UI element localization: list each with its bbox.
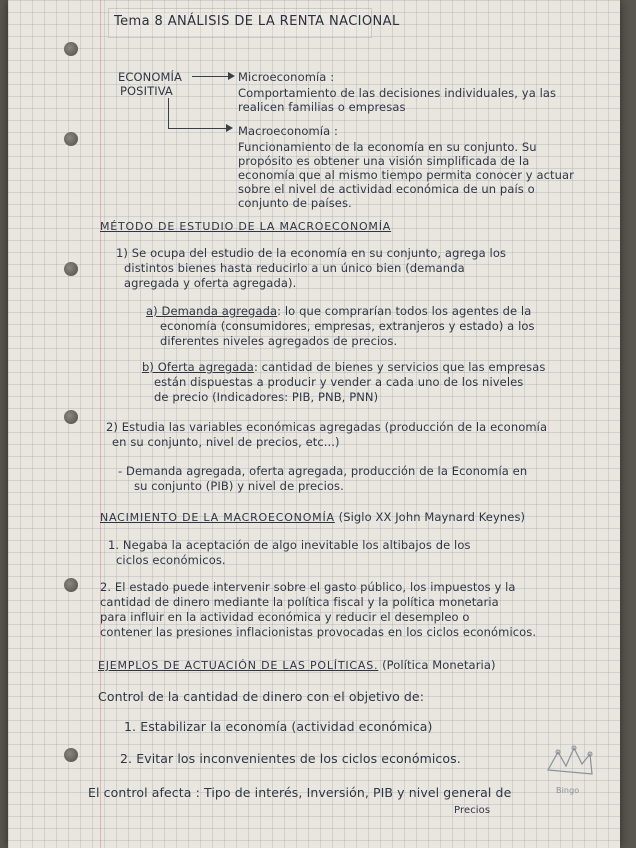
examples-heading: EJEMPLOS DE ACTUACIÓN DE LAS POLÍTICAS. <box>98 659 379 672</box>
demand-label: a) Demanda agregada <box>146 304 278 318</box>
section-heading-method: MÉTODO DE ESTUDIO DE LA MACROECONOMÍA <box>100 220 392 233</box>
binder-hole <box>64 42 78 56</box>
section-heading-birth <box>100 510 525 525</box>
supply-label: b) Oferta agregada <box>142 360 254 374</box>
macro-desc-line: propósito es obtener una visión simplificada de la <box>238 154 530 168</box>
diagram-root-line-1: ECONOMÍA <box>118 70 182 84</box>
margin-line <box>100 0 101 848</box>
page-title: Tema 8 ANÁLISIS DE LA RENTA NACIONAL <box>114 14 400 29</box>
section1-p1-line: agregada y oferta agregada). <box>124 276 297 290</box>
notebook-page <box>8 0 620 848</box>
section2-p2-line: cantidad de dinero mediante la política fiscal y la política monetaria <box>100 595 499 609</box>
arrow-macro-head <box>226 124 233 132</box>
examples-heading-suffix: (Política Monetaria) <box>382 658 496 672</box>
section1-p2-line: 2) Estudia las variables económicas agregadas (producción de la economía <box>106 420 548 434</box>
micro-desc-line: Comportamiento de las decisiones individuales, ya las <box>238 86 557 100</box>
macro-title: Macroeconomía : <box>238 124 339 138</box>
section2-p2-line: para influir en la actividad económica y reducir el desempleo o <box>100 610 470 624</box>
binder-hole <box>64 578 78 592</box>
macro-desc-line: conjunto de países. <box>238 196 352 210</box>
supply-desc-line: de precio (Indicadores: PIB, PNB, PNN) <box>154 390 379 404</box>
examples-item: 1. Estabilizar la economía (actividad económica) <box>124 719 433 734</box>
section1-p1-line: distintos bienes hasta reducirlo a un único bien (demanda <box>124 261 465 275</box>
supply-desc-line: están dispuestas a producir y vender a cada uno de los niveles <box>154 375 524 389</box>
section-heading-examples <box>98 658 496 673</box>
binder-hole <box>64 132 78 146</box>
demand-desc-line: diferentes niveles agregados de precios. <box>160 334 398 348</box>
macro-desc-line: sobre el nivel de actividad económica de un país o <box>238 182 535 196</box>
examples-item: 2. Evitar los inconvenientes de los ciclos económicos. <box>120 751 461 766</box>
binder-hole <box>64 262 78 276</box>
micro-desc-line: realicen familias o empresas <box>238 100 406 114</box>
birth-heading-suffix: (Siglo XX John Maynard Keynes) <box>338 510 526 524</box>
arrow-micro-head <box>228 72 235 80</box>
macro-desc-line: economía que al mismo tiempo permita conocer y actuar <box>238 168 575 182</box>
diagram-root-line-2: POSITIVA <box>120 84 173 98</box>
section2-p2-line: 2. El estado puede intervenir sobre el gasto público, los impuestos y la <box>100 580 516 594</box>
section1-dash-line: - Demanda agregada, oferta agregada, producción de la Economía en <box>118 464 528 478</box>
bingo-doodle <box>542 740 598 788</box>
section2-p1-line: 1. Negaba la aceptación de algo inevitable los altibajos de los <box>108 538 471 552</box>
binder-hole <box>64 748 78 762</box>
final-line-cont: Precios <box>454 805 491 816</box>
section2-p2-line: contener las presiones inflacionistas provocadas en los ciclos económicos. <box>100 625 537 639</box>
macro-desc-line: Funcionamiento de la economía en su conjunto. Su <box>238 140 537 154</box>
demand-line <box>146 304 531 318</box>
binder-hole <box>64 410 78 424</box>
arrow-micro-shaft <box>192 76 228 77</box>
demand-text: : lo que comprarían todos los agentes de la <box>277 304 532 318</box>
supply-text: : cantidad de bienes y servicios que las empresas <box>253 360 546 374</box>
section2-p1-line: ciclos económicos. <box>116 553 226 567</box>
examples-intro: Control de la cantidad de dinero con el objetivo de: <box>98 689 425 704</box>
arrow-macro-shaft <box>168 128 226 129</box>
doodle-label: Bingo <box>556 786 580 795</box>
final-line: El control afecta : Tipo de interés, Inversión, PIB y nivel general de <box>88 785 512 800</box>
birth-heading: NACIMIENTO DE LA MACROECONOMÍA <box>100 511 335 524</box>
arrow-macro-stem <box>168 98 169 128</box>
section1-p1-line: 1) Se ocupa del estudio de la economía en su conjunto, agrega los <box>116 246 507 260</box>
supply-line <box>142 360 545 374</box>
micro-title: Microeconomía : <box>238 70 335 84</box>
section1-dash-line: su conjunto (PIB) y nivel de precios. <box>134 479 344 493</box>
section1-p2-line: en su conjunto, nivel de precios, etc...) <box>112 435 340 449</box>
demand-desc-line: economía (consumidores, empresas, extranjeros y estado) a los <box>160 319 535 333</box>
